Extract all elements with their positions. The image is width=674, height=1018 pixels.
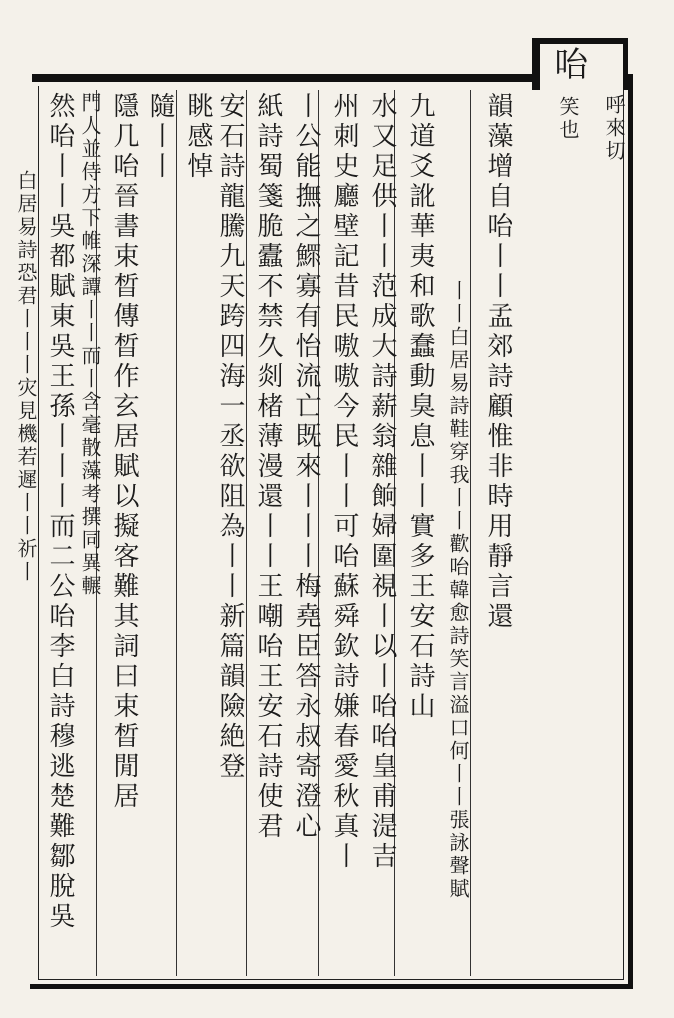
text-column-1: 韻藻增自咍丨丨孟郊詩顧惟非時用靜言還: [483, 92, 513, 632]
text-column-5: 州刺史廳壁記昔民嗷嗷今民丨丨可咍蘇舜欽詩嫌春愛秋真丨: [329, 92, 359, 872]
text-column-6: 丨公能撫之鰥寡有怡流亡既來丨丨丨梅堯臣答永叔寄澄心: [291, 92, 321, 842]
text-column-3: 九道爻訛華夷和歌蠢動臭息丨丨實多王安石詩山: [405, 92, 435, 722]
text-column-14: 白居易詩恐君丨丨丨灾見機若遲丨丨祈丨: [14, 170, 38, 584]
header-gloss: 笑也: [556, 96, 580, 142]
text-column-11: 隱几咍晉書束晳傳晳作玄居賦以擬客難其詞曰束晳閒居: [109, 92, 139, 812]
text-column-12: 門人並侍方下帷深譚丨丨而丨含毫散藻考撰同異輾: [78, 92, 102, 598]
header-character: 咍: [548, 46, 588, 82]
text-column-10: 隨丨丨: [145, 92, 175, 182]
text-column-13: 然咍丨丨吳都賦東吳王孫丨丨丨而二公咍李白詩穆逃楚難鄒脫吳: [45, 92, 75, 932]
text-column-4: 水又足供丨丨范成大詩薪翁雜餉婦圍視丨以丨咍咍皇甫湜吉: [367, 92, 397, 872]
text-column-7: 紙詩蜀箋脆蠹不禁久剡楮薄漫還丨丨王嘲咍王安石詩使君: [253, 92, 283, 842]
text-column-8: 安石詩龍騰九天跨四海一丞欲阻為丨丨新篇韻險絶登: [215, 92, 245, 782]
text-column-9: 眺感悼: [183, 92, 213, 182]
text-column-2: 丨丨白居易詩鞋穿我丨丨歡咍韓愈詩笑言溢口何丨丨張詠聲賦: [446, 280, 470, 901]
header-reading: 呼來切: [602, 94, 626, 163]
